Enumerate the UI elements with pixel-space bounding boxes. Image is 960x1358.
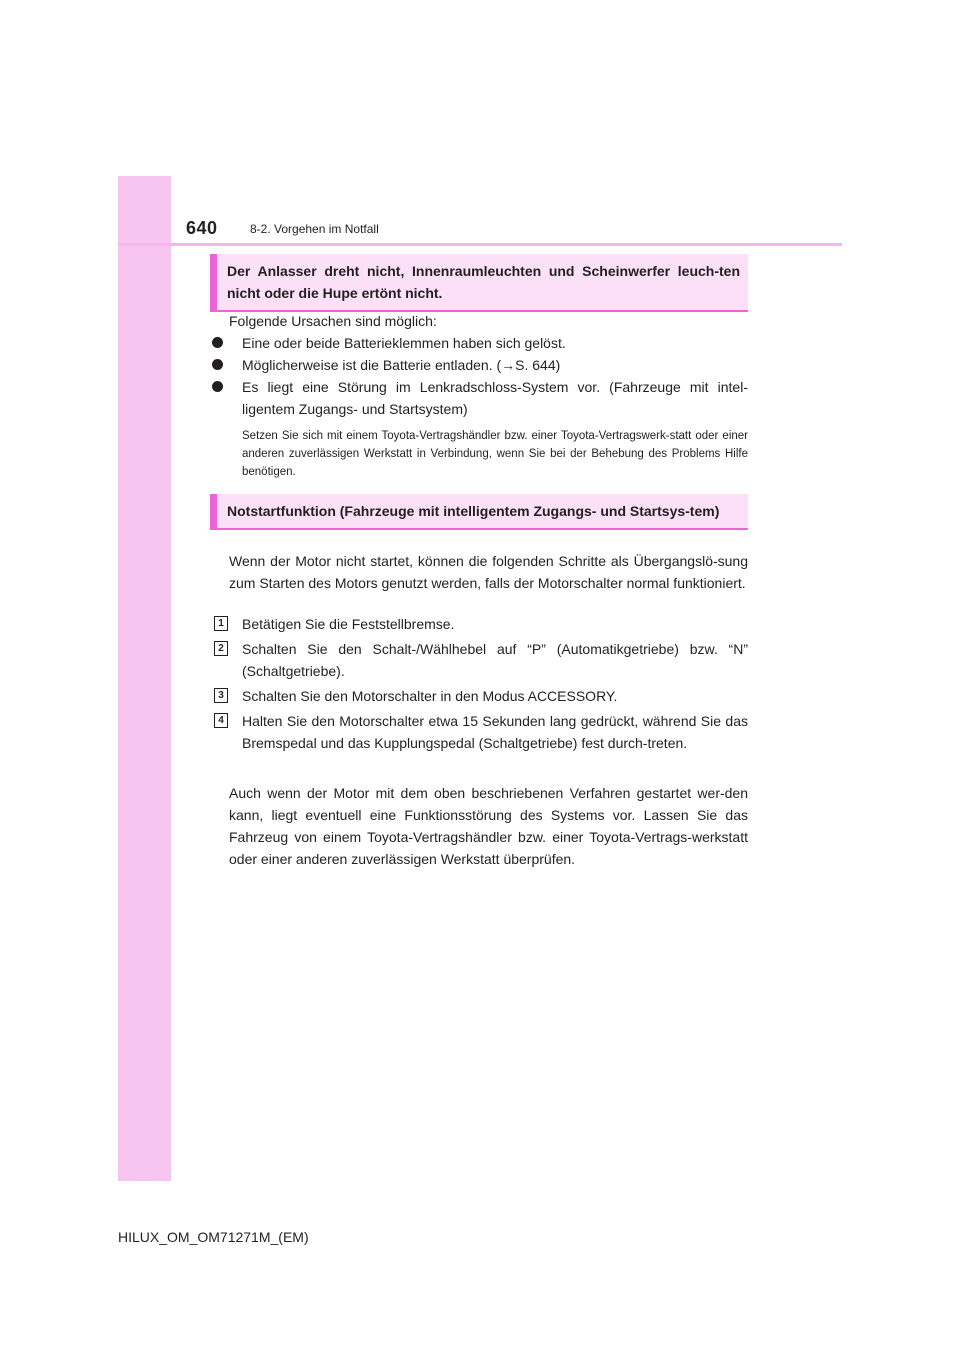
step-number: 4 <box>214 713 228 728</box>
box1-heading: Der Anlasser dreht nicht, Innenraumleuchten und Scheinwerfer leuch-ten nicht oder die Hupe ertönt nicht. <box>210 254 748 312</box>
step-text: Schalten Sie den Motorschalter in den Modus ACCESSORY. <box>242 688 618 704</box>
bullet-item: Eine oder beide Batterieklemmen haben sich gelöst. <box>242 335 566 351</box>
step-number: 2 <box>214 641 228 656</box>
step-text: Halten Sie den Motorschalter etwa 15 Sekunden lang gedrückt, während Sie das Bremspedal und das Kupplungspedal (Schaltgetriebe) fest durch-treten. <box>242 713 748 751</box>
bullet-item: Möglicherweise ist die Batterie entladen. (→S. 644) <box>242 357 561 373</box>
bullet-dot <box>212 337 223 348</box>
bullet-dot <box>212 381 223 392</box>
box2-heading: Notstartfunktion (Fahrzeuge mit intelligentem Zugangs- und Startsys-tem) <box>210 494 748 530</box>
section-title: 8-2. Vorgehen im Notfall <box>250 222 379 236</box>
footer-doc-id: HILUX_OM_OM71271M_(EM) <box>118 1229 309 1245</box>
bullet-item: Es liegt eine Störung im Lenkradschloss-System vor. (Fahrzeuge mit intel-ligentem Zugangs- und Startsystem) <box>242 379 748 417</box>
side-color-band <box>118 176 171 1181</box>
box2-closing: Auch wenn der Motor mit dem oben beschriebenen Verfahren gestartet wer-den kann, liegt eventuell eine Funktionsstörung des Systems vor. Lassen Sie das Fahrzeug von einem Toyota-Vertragshändler bzw. einer Toyota-Vertrags-werkstatt oder einer anderen zuverlässigen Werkstatt überprüfen. <box>229 785 748 867</box>
bullet-dot <box>212 359 223 370</box>
step-text: Schalten Sie den Schalt-/Wählhebel auf “P” (Automatikgetriebe) bzw. “N” (Schaltgetriebe). <box>242 641 748 679</box>
header-rule <box>118 243 842 246</box>
step-number: 3 <box>214 688 228 703</box>
page-number: 640 <box>186 218 218 238</box>
step-text: Betätigen Sie die Feststellbremse. <box>242 616 455 632</box>
box1-note: Setzen Sie sich mit einem Toyota-Vertragshändler bzw. einer Toyota-Vertragswerk-statt oder einer anderen zuverlässigen Werkstatt in Verbindung, wenn Sie bei der Behebung des Problems Hilfe benötigen. <box>242 430 748 478</box>
step-number: 1 <box>214 616 228 631</box>
box2-intro: Wenn der Motor nicht startet, können die folgenden Schritte als Übergangslö-sung zum Starten des Motors genutzt werden, falls der Motorschalter normal funktioniert. <box>229 553 748 591</box>
box1-intro: Folgende Ursachen sind möglich: <box>229 313 437 329</box>
